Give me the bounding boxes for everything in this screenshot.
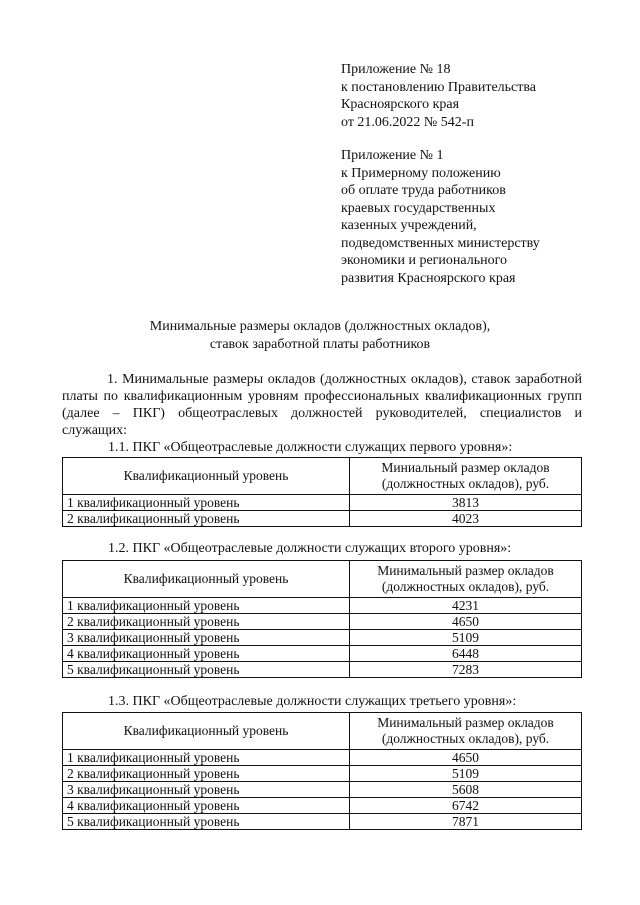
section-heading-1-2: 1.2. ПКГ «Общеотраслевые должности служащих второго уровня»: [108, 541, 512, 556]
salary-value-cell: 4650 [350, 750, 582, 766]
attachment-line: к постановлению Правительства [341, 79, 537, 95]
attachment-line: Красноярского края [341, 97, 460, 112]
attachment-header-18 [341, 61, 581, 131]
attachment-line: Приложение № 18 [341, 62, 451, 77]
qualification-level-cell: 3 квалификационный уровень [63, 630, 350, 646]
qualification-level-cell: 5 квалификационный уровень [63, 662, 350, 678]
table-header-row [63, 713, 582, 750]
salary-table-1-1 [62, 457, 582, 527]
salary-value-cell: 7283 [350, 662, 582, 678]
column-header-salary-line-2: (должностных окладов), руб. [381, 731, 550, 746]
attachment-line: развития Красноярского края [341, 270, 516, 286]
table-row [63, 750, 582, 766]
column-header-salary [350, 458, 582, 495]
qualification-level-cell: 5 квалификационный уровень [63, 814, 350, 830]
title-line-1: Минимальные размеры окладов (должностных окладов), [149, 319, 491, 334]
salary-value-cell: 4023 [350, 511, 582, 527]
attachment-line: от 21.06.2022 № 542-п [341, 114, 474, 130]
section-heading-1-1: 1.1. ПКГ «Общеотраслевые должности служащих первого уровня»: [108, 440, 513, 455]
attachment-line: краевых государственных [341, 200, 496, 216]
table-row [63, 766, 582, 782]
salary-value-cell: 6448 [350, 646, 582, 662]
column-header-salary [350, 713, 582, 750]
table-header-row [63, 561, 582, 598]
attachment-line: к Примерному положению [341, 165, 501, 181]
qualification-level-cell: 1 квалификационный уровень [63, 750, 350, 766]
column-header-salary-line-1: Минимальный размер окладов [377, 715, 554, 730]
column-header-level: Квалификационный уровень [63, 561, 350, 598]
table-row [63, 782, 582, 798]
intro-text: 1. Минимальные размеры окладов (должностных окладов), ставок заработной платы по квалификационным уровням профессиональных квалификационных групп (далее – ПКГ) общеотраслевых должностей руководителей, специалистов и служащих: [62, 372, 582, 438]
attachment-line: казенных учреждений, [341, 218, 477, 233]
salary-value-cell: 7871 [350, 814, 582, 830]
title-line-2: ставок заработной платы работников [209, 337, 431, 352]
salary-value-cell: 4231 [350, 598, 582, 614]
salary-table-1-3 [62, 712, 582, 830]
attachment-header-1 [341, 147, 581, 287]
column-header-salary [350, 561, 582, 598]
salary-value-cell: 5109 [350, 630, 582, 646]
table-row [63, 614, 582, 630]
attachment-line: экономики и регионального [341, 253, 507, 268]
salary-value-cell: 4650 [350, 614, 582, 630]
qualification-level-cell: 2 квалификационный уровень [63, 766, 350, 782]
section-heading-1-3: 1.3. ПКГ «Общеотраслевые должности служащих третьего уровня»: [108, 694, 517, 709]
column-header-level: Квалификационный уровень [63, 458, 350, 495]
salary-value-cell: 3813 [350, 495, 582, 511]
qualification-level-cell: 1 квалификационный уровень [63, 598, 350, 614]
qualification-level-cell: 4 квалификационный уровень [63, 798, 350, 814]
attachment-line: Приложение № 1 [341, 148, 444, 163]
salary-value-cell: 6742 [350, 798, 582, 814]
qualification-level-cell: 2 квалификационный уровень [63, 511, 350, 527]
table-row [63, 662, 582, 678]
document-title [60, 318, 580, 354]
attachment-line: об оплате труда работников [341, 183, 506, 198]
qualification-level-cell: 3 квалификационный уровень [63, 782, 350, 798]
qualification-level-cell: 4 квалификационный уровень [63, 646, 350, 662]
column-header-salary-line-2: (должностных окладов), руб. [381, 476, 550, 491]
table-row [63, 646, 582, 662]
table-header-row [63, 458, 582, 495]
salary-value-cell: 5608 [350, 782, 582, 798]
intro-paragraph [62, 371, 582, 439]
column-header-level: Квалификационный уровень [63, 713, 350, 750]
attachment-line: подведомственных министерству [341, 235, 540, 251]
column-header-salary-line-1: Минимальный размер окладов [377, 563, 554, 578]
qualification-level-cell: 1 квалификационный уровень [63, 495, 350, 511]
table-row [63, 495, 582, 511]
table-row [63, 630, 582, 646]
column-header-salary-line-1: Миниальный размер окладов [381, 460, 550, 475]
table-row [63, 511, 582, 527]
table-row [63, 598, 582, 614]
column-header-salary-line-2: (должностных окладов), руб. [381, 579, 550, 594]
salary-table-1-2 [62, 560, 582, 678]
table-row [63, 814, 582, 830]
table-row [63, 798, 582, 814]
qualification-level-cell: 2 квалификационный уровень [63, 614, 350, 630]
salary-value-cell: 5109 [350, 766, 582, 782]
